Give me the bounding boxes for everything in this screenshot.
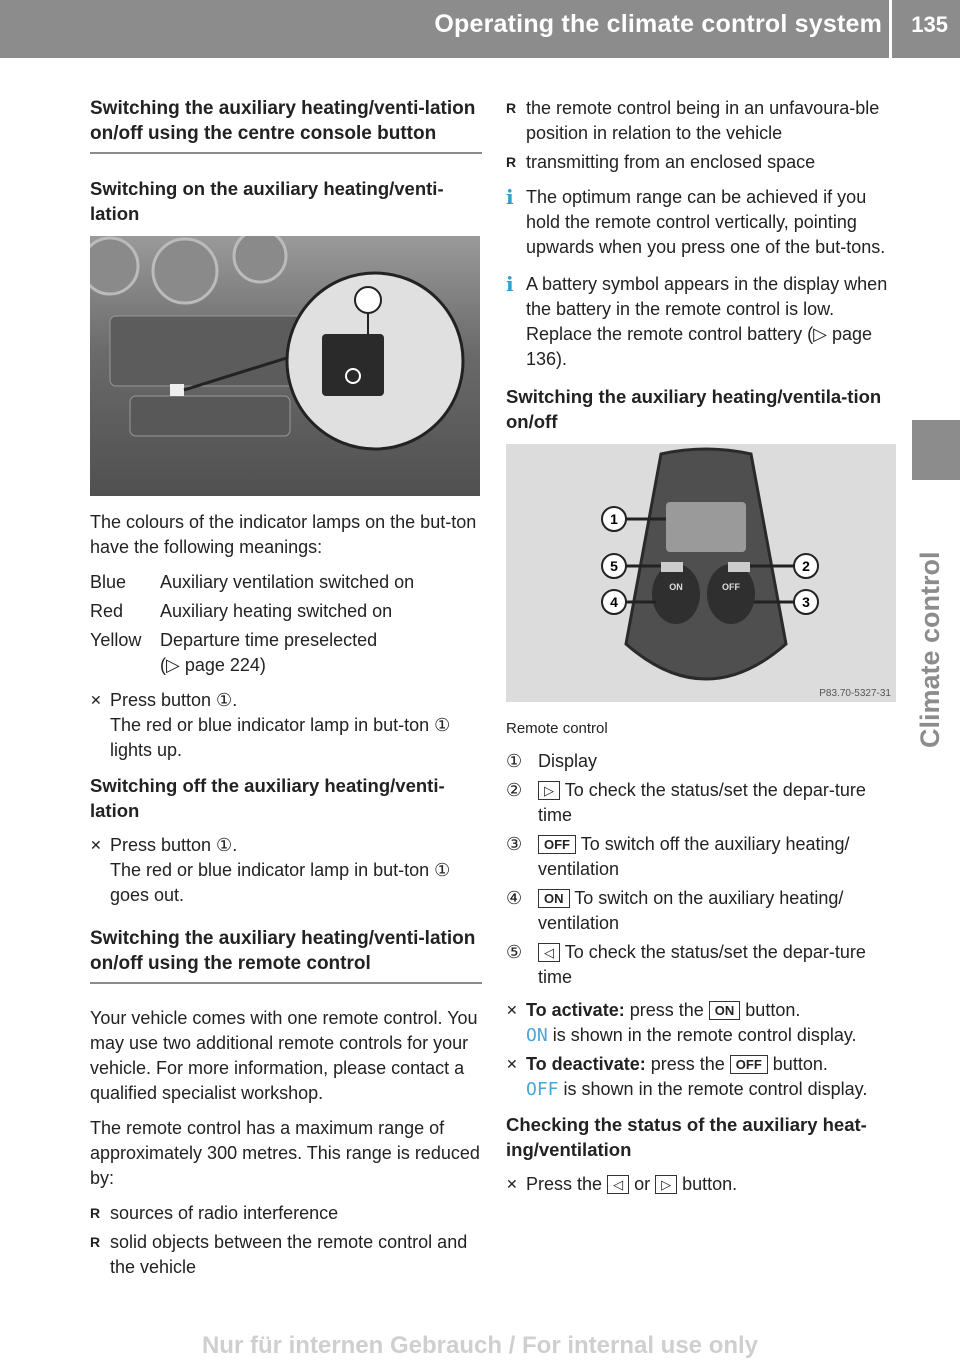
- page-reference: (▷ page 224): [160, 655, 266, 675]
- bullet-text: solid objects between the remote control and the vehicle: [110, 1232, 468, 1277]
- definition-row: [90, 570, 482, 595]
- bullet-text: sources of radio interference: [110, 1203, 339, 1223]
- legend-item: [506, 886, 898, 936]
- key-on: ON: [709, 1001, 741, 1020]
- step-result-text: is shown in the remote control display.: [552, 1025, 857, 1045]
- step-result: [526, 1077, 867, 1102]
- key-forward: ▷: [655, 1175, 677, 1194]
- section-marker: [912, 420, 960, 480]
- remote-control-photo: [506, 444, 896, 702]
- definition-row: [90, 599, 482, 624]
- step-text: Press button ①.: [110, 690, 238, 710]
- legend-number: ②: [506, 780, 523, 800]
- step-arrow-icon: ✕: [90, 692, 102, 708]
- legend-body: [538, 832, 898, 882]
- instruction-step: [90, 688, 482, 763]
- step-result: The red or blue indicator lamp in but-ton ① lights up.: [110, 715, 451, 760]
- step-result-text: is shown in the remote control display.: [563, 1079, 868, 1099]
- step-arrow-icon: ✕: [506, 1176, 518, 1192]
- definition-term: Blue: [90, 572, 127, 592]
- image-code: P83.70-5327-31: [819, 688, 891, 699]
- bullet-icon: R: [506, 154, 517, 170]
- instruction-step: [90, 833, 482, 908]
- legend-number: ⑤: [506, 942, 523, 962]
- key-back: ◁: [538, 943, 560, 962]
- step-block: [526, 998, 857, 1048]
- header-title: Operating the climate control system: [434, 10, 882, 38]
- display-text-off: OFF: [526, 1079, 559, 1100]
- callout-4: 4: [610, 594, 618, 610]
- section-sidebar: [912, 58, 960, 1362]
- step-arrow-icon: ✕: [90, 837, 102, 853]
- remote-control-illustration: [506, 444, 896, 702]
- heading-switch-on: Switching on the auxiliary heating/venti-lation: [90, 178, 444, 224]
- step-arrow-icon: ✕: [506, 1056, 518, 1072]
- heading-switch-off: Switching off the auxiliary heating/venti-lation: [90, 775, 445, 821]
- bullet-item: [506, 96, 898, 146]
- step-text-or: or: [634, 1174, 651, 1194]
- step-text: [526, 998, 857, 1023]
- display-text-on: ON: [526, 1025, 548, 1046]
- step-text: Press button ①.: [110, 835, 238, 855]
- step-text-pre: press the: [650, 1054, 725, 1074]
- step-label: To deactivate:: [526, 1054, 646, 1074]
- step-text-post: button.: [682, 1174, 738, 1194]
- legend-text: Display: [538, 751, 598, 771]
- legend-text: To switch on the auxiliary heating/ ventilation: [538, 888, 844, 933]
- step-label: To activate:: [526, 1000, 625, 1020]
- step-arrow-icon: ✕: [506, 1002, 518, 1018]
- remote-on-key: ON: [669, 582, 683, 592]
- definition-desc-block: [160, 628, 377, 678]
- bullet-item: [506, 150, 898, 175]
- definition-desc: Auxiliary heating switched on: [160, 601, 393, 621]
- legend-item: [506, 749, 898, 774]
- remote-intro: Your vehicle comes with one remote control. You may use two additional remote controls for your vehicle. For more information, please contact a qualified specialist workshop.: [90, 1008, 478, 1103]
- bullet-icon: R: [90, 1205, 101, 1221]
- legend-text: To check the status/set the depar-ture time: [538, 942, 866, 987]
- right-column: [506, 96, 898, 1201]
- bullet-icon: R: [506, 100, 517, 116]
- instruction-step: [506, 998, 898, 1048]
- step-block: [526, 1052, 867, 1102]
- definition-row: [90, 628, 482, 678]
- step-block: [110, 688, 482, 763]
- key-back: ◁: [607, 1175, 629, 1194]
- section-label: Climate control: [915, 551, 945, 748]
- watermark: Nur für internen Gebrauch / For internal use only: [201, 1332, 759, 1359]
- callout-1: 1: [610, 511, 618, 527]
- callout-5: 5: [610, 558, 618, 574]
- step-text-post: button.: [772, 1054, 828, 1074]
- legend-body: [538, 940, 898, 990]
- legend-number: ①: [506, 751, 523, 771]
- info-text: The optimum range can be achieved if you hold the remote control vertically, pointing upwards when you press one of the but-tons.: [526, 187, 886, 257]
- callout-2: 2: [802, 558, 810, 574]
- step-text: [526, 1172, 737, 1197]
- bullet-item: [90, 1201, 482, 1226]
- page-number: 135: [911, 12, 948, 37]
- centre-console-illustration: [90, 236, 480, 496]
- info-icon: i: [506, 272, 514, 296]
- remote-range: The remote control has a maximum range of approximately 300 metres. This range is reduced by:: [90, 1118, 480, 1188]
- legend-text: To switch off the auxiliary heating/ ventilation: [538, 834, 850, 879]
- legend-item: [506, 832, 898, 882]
- legend-item: [506, 940, 898, 990]
- page-header: [0, 0, 960, 58]
- definition-desc: Auxiliary ventilation switched on: [160, 572, 415, 592]
- colours-intro: The colours of the indicator lamps on the but-ton have the following meanings:: [90, 512, 477, 557]
- legend-body: [538, 886, 898, 936]
- bullet-icon: R: [90, 1234, 101, 1250]
- centre-console-photo: [90, 236, 480, 496]
- key-on: ON: [538, 889, 570, 908]
- instruction-step: [506, 1052, 898, 1102]
- step-text-pre: press the: [629, 1000, 704, 1020]
- step-text: [526, 1052, 867, 1077]
- heading-remote-control: Switching the auxiliary heating/venti-lation on/off using the remote control: [90, 926, 482, 984]
- heading-remote-switch: Switching the auxiliary heating/ventila-tion on/off: [506, 386, 882, 432]
- definition-desc: Departure time preselected: [160, 630, 378, 650]
- definition-term: Yellow: [90, 630, 142, 650]
- info-text: A battery symbol appears in the display when the battery in the remote control is low. Replace the remote control battery (▷ page 136).: [526, 274, 888, 369]
- step-result: The red or blue indicator lamp in but-ton ① goes out.: [110, 860, 451, 905]
- key-forward: ▷: [538, 781, 560, 800]
- instruction-step: [506, 1172, 898, 1197]
- left-column: [90, 96, 482, 1284]
- remote-off-key: OFF: [722, 582, 740, 592]
- key-off: OFF: [730, 1055, 768, 1074]
- heading-centre-console: Switching the auxiliary heating/venti-lation on/off using the centre console button: [90, 96, 482, 154]
- step-text-pre: Press the: [526, 1174, 603, 1194]
- step-block: [110, 833, 482, 908]
- header-separator: [889, 0, 892, 58]
- step-text-post: button.: [745, 1000, 801, 1020]
- legend-number: ③: [506, 834, 523, 854]
- bullet-text: transmitting from an enclosed space: [526, 152, 816, 172]
- heading-check-status: Checking the status of the auxiliary heat-ing/ventilation: [506, 1114, 867, 1160]
- definition-term: Red: [90, 601, 124, 621]
- image-caption: Remote control: [506, 720, 608, 737]
- info-icon: i: [506, 185, 514, 209]
- legend-text: To check the status/set the depar-ture time: [538, 780, 866, 825]
- legend-item: [506, 778, 898, 828]
- step-result: [526, 1023, 857, 1048]
- bullet-text: the remote control being in an unfavoura-ble position in relation to the vehicle: [526, 98, 880, 143]
- bullet-item: [90, 1230, 482, 1280]
- info-note: [506, 272, 898, 372]
- legend-body: [538, 778, 898, 828]
- callout-3: 3: [802, 594, 810, 610]
- key-off: OFF: [538, 835, 576, 854]
- legend-number: ④: [506, 888, 523, 908]
- info-note: [506, 185, 898, 260]
